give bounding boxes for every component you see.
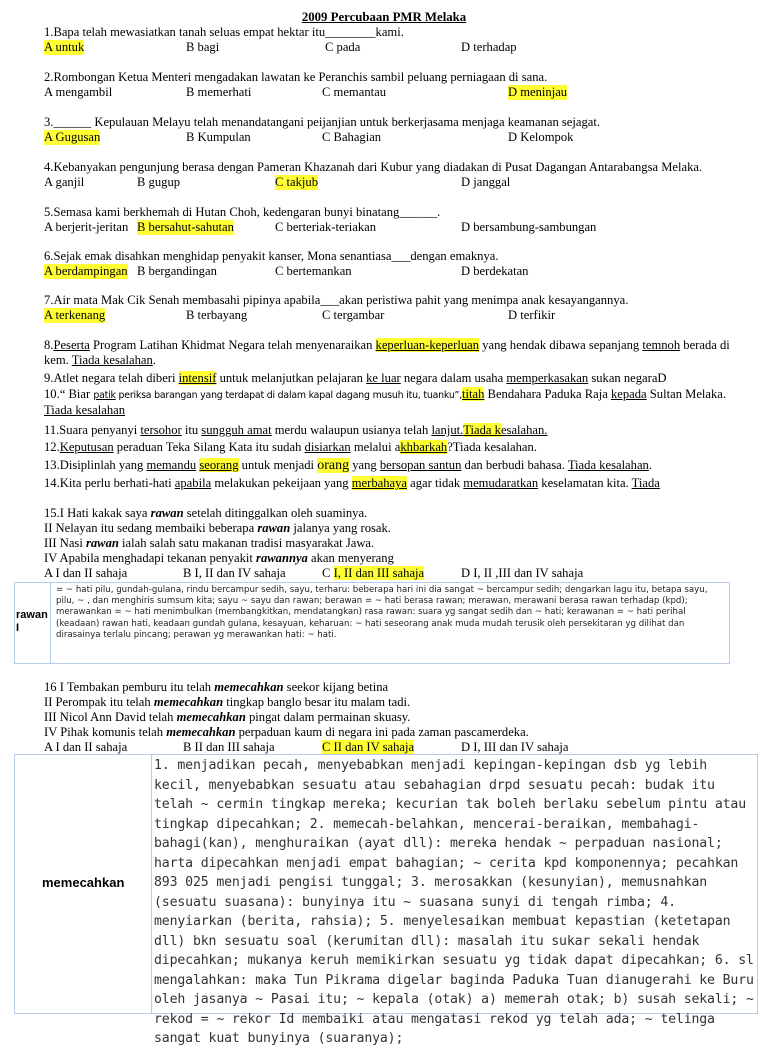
- q16-option-c[interactable]: C II dan IV sahaja: [322, 740, 415, 754]
- dictionary-term: rawan I: [15, 583, 51, 663]
- q1-option-c[interactable]: C pada: [325, 40, 361, 54]
- q8-sentence: 8.Peserta Program Latihan Khidmat Negara telah menyenaraikan keperluan-keperluan yang hendak dibawa sepanjang temnoh berada di kem. Tiada kesalahan.: [44, 338, 730, 368]
- q16-option-b[interactable]: B II dan III sahaja: [183, 740, 275, 754]
- q5-option-c[interactable]: C berteriak-teriakan: [275, 220, 377, 234]
- q16-option-d[interactable]: D I, III dan IV sahaja: [461, 740, 569, 754]
- q1-stem: 1.Bapa telah mewasiatkan tanah seluas empat hektar itu________kami.: [44, 25, 404, 39]
- q11-sentence: 11.Suara penyanyi tersohor itu sungguh amat merdu walaupun usianya telah lanjut.Tiada kesalahan.: [44, 423, 548, 437]
- dictionary-entry-memecahkan: [14, 754, 758, 1046]
- dictionary-definition: = ~ hati pilu, gundah-gulana, rindu bercampur sedih, sayu, terharu: beberapa hari ini dia sangat ~ bercampur sedih; dengarkan lagu itu, betapa sayu, pilu, ~ , dan menghiris sumsum kita; sayu ~ sayu dan rawan; berawan = ~ hati berasa rawan; merawan, merawani berasa rawan terhadap (kpd); merawankan = ~ hati menimbulkan (membangkitkan, mendatangkan) rasa rawan: suara yg sangat sedih dan ~ hati; kerawanan = ~ hati perihal (keadaan) rawan hati, keadaan gundah gulana, kesayuan, keharuan: ~ hati seseorang anak muda mudah terusik oleh persekitaran yg dilihat dan dirasainya terlalu pincang; perawan yg merawankan hati: ~ hati.: [56, 585, 708, 640]
- q6-stem: 6.Sejak emak disahkan menghidap penyakit kanser, Mona senantiasa___dengan emaknya.: [44, 249, 499, 263]
- q3-option-c[interactable]: C Bahagian: [322, 130, 382, 144]
- q16-option-a[interactable]: A I dan II sahaja: [44, 740, 128, 754]
- q2-stem: 2.Rombongan Ketua Menteri mengadakan lawatan ke Peranchis sambil peluang perniagaan di sana.: [44, 70, 548, 84]
- q4-stem: 4.Kebanyakan pengunjung berasa dengan Pameran Khazanah dari Kubur yang diadakan di Pusat Dagangan Antarabangsa Melaka.: [44, 160, 703, 174]
- q7-option-d[interactable]: D terfikir: [508, 308, 556, 322]
- q7-stem: 7.Air mata Mak Cik Senah membasahi pipinya apabila___akan peristiwa pahit yang menimpa anak kesayangannya.: [44, 293, 629, 307]
- q1-option-d[interactable]: D terhadap: [461, 40, 517, 54]
- q15-option-d[interactable]: D I, II ,III dan IV sahaja: [461, 566, 584, 580]
- q9-sentence: 9.Atlet negara telah diberi intensif untuk melanjutkan pelajaran ke luar negara dalam usaha memperkasakan sukan negaraD: [44, 371, 667, 385]
- q2-option-a[interactable]: A mengambil: [44, 85, 113, 99]
- q6-option-c[interactable]: C bertemankan: [275, 264, 352, 278]
- q4-option-b[interactable]: B gugup: [137, 175, 181, 189]
- dictionary-term: memecahkan: [15, 755, 152, 1013]
- q15-statement-ii: II Nelayan itu sedang membaiki beberapa rawan jalanya yang rosak.: [44, 521, 391, 535]
- q6-option-d[interactable]: D berdekatan: [461, 264, 529, 278]
- q1-option-b[interactable]: B bagi: [186, 40, 220, 54]
- q15-option-a[interactable]: A I dan II sahaja: [44, 566, 128, 580]
- q16-statement-iv: IV Pihak komunis telah memecahkan perpaduan kaum di negara ini pada zaman pascamerdeka.: [44, 725, 529, 739]
- q13-sentence: 13.Disiplinlah yang memandu seorang untuk menjadi orang yang bersopan santun dan berbudi bahasa. Tiada kesalahan.: [44, 458, 652, 473]
- q4-option-d[interactable]: D janggal: [461, 175, 511, 189]
- q7-option-b[interactable]: B terbayang: [186, 308, 248, 322]
- q10-sentence: 10.“ Biar patik periksa barangan yang terdapat di dalam kapal dagang musuh itu, tuanku”,titah Bendahara Paduka Raja kepada Sultan Melaka. Tiada kesalahan: [44, 387, 727, 418]
- q2-option-d[interactable]: D meninjau: [508, 85, 568, 99]
- q3-option-d[interactable]: D Kelompok: [508, 130, 574, 144]
- dictionary-definition: 1. menjadikan pecah, menyebabkan menjadi kepingan-kepingan dsb yg lebih kecil, menyebabkan sesuatu atau sebahagian drpd sesuatu pecah: budak itu telah ~ cermin tingkap mereka; kecurian tak boleh berlaku sebelum pintu atau tingkap dipecahkan; 2. memecah-belahkan, mencerai-beraikan, membahagi-bahagi(kan), menghuraikan (ayat dll): mereka hendak ~ perpaduan nasional; harta dipecahkan menjadi empat bahagian; ~ cerita kpd komponennya; pecahkan 893 025 menjadi pengisi tunggal; 3. merosakkan (kesunyian), memusnahkan (sesuatu suasana): bunyinya itu ~ suasana sunyi di tengah rimba; 4. menyiarkan (berita, rahsia); 5. menyelesaikan membuat kepastian (ketetapan dll) bkn sesuatu soal (kerumitan dll): masalah itu sukar sekali hendak dipecahkan; mukanya keruh memikirkan sesuatu yg tidak dapat dipecahkan; 6. sl mengalahkan: maka Tun Pikrama digelar baginda Paduka Tuan dianugerahi ke Buru oleh jasanya ~ Pasai itu; ~ kepala (otak) a) memerah otak; b) susah sekali; ~ rekod = ~ rekor Id membaiki atau mengatasi rekod yg telah ada; ~ telinga sangat kuat bunyinya (suaranya);: [154, 758, 754, 1046]
- q15-statement-iv: IV Apabila menghadapi tekanan penyakit rawannya akan menyerang: [44, 551, 394, 565]
- q5-option-b[interactable]: B bersahut-sahutan: [137, 220, 234, 234]
- q16-statement-i: 16 I Tembakan pemburu itu telah memecahkan seekor kijang betina: [44, 680, 389, 694]
- q15-statement-i: 15.I Hati kakak saya rawan setelah ditinggalkan oleh suaminya.: [44, 506, 368, 520]
- dictionary-entry-rawan: [14, 582, 730, 664]
- q4-option-a[interactable]: A ganjil: [44, 175, 85, 189]
- q5-stem: 5.Semasa kami berkhemah di Hutan Choh, kedengaran bunyi binatang______.: [44, 205, 441, 219]
- q16-statement-iii: III Nicol Ann David telah memecahkan pingat dalam permainan skuasy.: [44, 710, 411, 724]
- q5-option-a[interactable]: A berjerit-jeritan: [44, 220, 129, 234]
- q5-option-d[interactable]: D bersambung-sambungan: [461, 220, 597, 234]
- q6-option-b[interactable]: B bergandingan: [137, 264, 217, 278]
- q15-option-c[interactable]: C I, II dan III sahaja: [322, 566, 425, 580]
- q6-option-a[interactable]: A berdampingan: [44, 264, 128, 278]
- q7-option-c[interactable]: C tergambar: [322, 308, 385, 322]
- q14-sentence: 14.Kita perlu berhati-hati apabila melakukan pekeijaan yang merbahaya agar tidak memudaratkan keselamatan kita. Tiada: [44, 476, 660, 490]
- page-title: 2009 Percubaan PMR Melaka: [301, 10, 467, 24]
- q2-option-b[interactable]: B memerhati: [186, 85, 252, 99]
- q3-stem: 3.______ Kepulauan Melayu telah menandatangani peijanjian untuk berkerjasama menjaga keamanan sejagat.: [44, 115, 601, 129]
- q7-option-a[interactable]: A terkenang: [44, 308, 106, 322]
- q2-option-c[interactable]: C memantau: [322, 85, 387, 99]
- q15-statement-iii: III Nasi rawan ialah salah satu makanan tradisi masyarakat Jawa.: [44, 536, 375, 550]
- q16-statement-ii: II Perompak itu telah memecahkan tingkap banglo besar itu malam tadi.: [44, 695, 411, 709]
- q4-option-c[interactable]: C takjub: [275, 175, 319, 189]
- q3-option-b[interactable]: B Kumpulan: [186, 130, 251, 144]
- q15-option-b[interactable]: B I, II dan IV sahaja: [183, 566, 286, 580]
- q3-option-a[interactable]: A Gugusan: [44, 130, 101, 144]
- q12-sentence: 12.Keputusan peraduan Teka Silang Kata itu sudah disiarkan melalui akhbarkah?Tiada kesalahan.: [44, 440, 537, 454]
- q1-option-a[interactable]: A untuk: [44, 40, 85, 54]
